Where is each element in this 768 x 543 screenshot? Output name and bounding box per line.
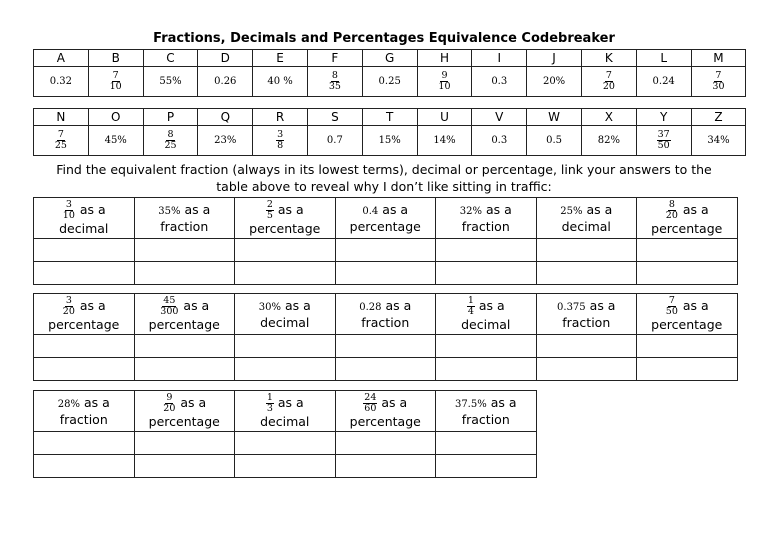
question-cell bbox=[34, 391, 135, 432]
question-target: percentage bbox=[349, 414, 421, 429]
question-suffix: as a bbox=[184, 202, 211, 217]
fraction-denominator: 10 bbox=[438, 81, 451, 92]
fraction bbox=[159, 296, 179, 317]
code-table-n-to-z bbox=[33, 108, 746, 156]
question-suffix: as a bbox=[589, 298, 616, 313]
question-target: fraction bbox=[59, 412, 108, 427]
answer-cell[interactable] bbox=[536, 262, 637, 285]
question-suffix: as a bbox=[478, 298, 505, 313]
answer-cell[interactable] bbox=[637, 358, 738, 381]
answer-cell[interactable] bbox=[335, 432, 436, 455]
code-letter: L bbox=[636, 50, 691, 67]
question-target: decimal bbox=[59, 221, 109, 236]
fraction-numerator: 7 bbox=[605, 70, 612, 81]
question-row bbox=[34, 198, 738, 239]
question-cell bbox=[335, 198, 436, 239]
fraction-denominator: 30 bbox=[712, 81, 725, 92]
fraction-numerator: 9 bbox=[166, 392, 173, 403]
answer-cell[interactable] bbox=[335, 455, 436, 478]
question-target: decimal bbox=[461, 317, 511, 332]
code-value: 0.5 bbox=[527, 126, 582, 156]
question-target: percentage bbox=[148, 317, 220, 332]
code-letter: E bbox=[253, 50, 308, 67]
fraction-numerator: 7 bbox=[57, 129, 64, 140]
code-letter: V bbox=[472, 109, 527, 126]
answer-cell[interactable] bbox=[34, 239, 135, 262]
question-target: percentage bbox=[148, 414, 220, 429]
fraction-denominator: 25 bbox=[54, 140, 67, 151]
question-given bbox=[135, 296, 235, 317]
fraction-denominator: 35 bbox=[328, 81, 341, 92]
code-letter: P bbox=[143, 109, 198, 126]
answer-cell[interactable] bbox=[134, 335, 235, 358]
fraction-denominator: 4 bbox=[467, 306, 474, 317]
question-suffix: as a bbox=[79, 298, 106, 313]
question-cell bbox=[436, 391, 537, 432]
question-given bbox=[135, 393, 235, 414]
code-value: 0.24 bbox=[636, 67, 691, 97]
code-value: 20% bbox=[527, 67, 582, 97]
fraction-numerator: 1 bbox=[467, 295, 474, 306]
question-cell bbox=[235, 198, 336, 239]
question-target: fraction bbox=[461, 412, 510, 427]
answer-cell[interactable] bbox=[134, 432, 235, 455]
code-letter: T bbox=[362, 109, 417, 126]
fraction-denominator: 50 bbox=[657, 140, 670, 151]
answer-cell[interactable] bbox=[134, 358, 235, 381]
code-value: 0.7 bbox=[307, 126, 362, 156]
code-value bbox=[143, 126, 198, 156]
fraction-numerator: 3 bbox=[65, 199, 72, 210]
code-letter: Z bbox=[691, 109, 746, 126]
answer-cell[interactable] bbox=[235, 358, 336, 381]
code-letter: F bbox=[307, 50, 362, 67]
code-letter: K bbox=[581, 50, 636, 67]
answer-cell[interactable] bbox=[235, 262, 336, 285]
question-suffix: as a bbox=[485, 202, 512, 217]
fraction bbox=[276, 130, 284, 151]
question-given bbox=[637, 296, 737, 317]
code-value bbox=[417, 67, 472, 97]
question-suffix: as a bbox=[682, 202, 709, 217]
fraction-denominator: 50 bbox=[665, 306, 678, 317]
page-title: Fractions, Decimals and Percentages Equivalence Codebreaker bbox=[153, 31, 615, 46]
question-table-3 bbox=[33, 390, 537, 478]
code-value: 23% bbox=[198, 126, 253, 156]
answer-cell[interactable] bbox=[335, 262, 436, 285]
code-value: 15% bbox=[362, 126, 417, 156]
question-suffix: as a bbox=[381, 395, 408, 410]
fraction-denominator: 20 bbox=[62, 306, 75, 317]
question-table-2 bbox=[33, 293, 738, 381]
code-table-a-to-m bbox=[33, 49, 746, 97]
question-suffix: as a bbox=[385, 298, 412, 313]
question-target: percentage bbox=[249, 221, 321, 236]
fraction-denominator: 60 bbox=[364, 403, 377, 414]
fraction-numerator: 7 bbox=[112, 70, 119, 81]
code-value: 34% bbox=[691, 126, 746, 156]
fraction bbox=[163, 130, 177, 151]
question-suffix: as a bbox=[586, 202, 613, 217]
fraction bbox=[62, 296, 76, 317]
question-suffix: as a bbox=[682, 298, 709, 313]
fraction-numerator: 3 bbox=[277, 129, 284, 140]
question-target: percentage bbox=[651, 317, 723, 332]
code-letter: Y bbox=[636, 109, 691, 126]
answer-cell[interactable] bbox=[34, 358, 135, 381]
answer-cell[interactable] bbox=[637, 239, 738, 262]
question-given bbox=[436, 202, 536, 219]
question-given bbox=[436, 296, 536, 317]
question-cell bbox=[436, 294, 537, 335]
fraction bbox=[363, 393, 377, 414]
fraction-denominator: 3 bbox=[266, 403, 273, 414]
question-suffix: as a bbox=[83, 395, 110, 410]
question-cell bbox=[335, 294, 436, 335]
fraction-denominator: 10 bbox=[109, 81, 122, 92]
question-given bbox=[235, 393, 335, 414]
fraction-denominator: 20 bbox=[665, 210, 678, 221]
question-value: 32% bbox=[459, 206, 482, 217]
question-target: decimal bbox=[561, 219, 611, 234]
code-value: 0.3 bbox=[472, 67, 527, 97]
question-row bbox=[34, 391, 537, 432]
code-letter: N bbox=[34, 109, 89, 126]
question-target: fraction bbox=[562, 315, 611, 330]
code-letter: A bbox=[34, 50, 89, 67]
answer-cell[interactable] bbox=[436, 335, 537, 358]
question-given bbox=[235, 200, 335, 221]
answer-cell[interactable] bbox=[34, 262, 135, 285]
question-given bbox=[336, 202, 436, 219]
question-suffix: as a bbox=[284, 298, 311, 313]
answer-row bbox=[34, 335, 738, 358]
code-letter: U bbox=[417, 109, 472, 126]
fraction-numerator: 9 bbox=[441, 70, 448, 81]
question-target: percentage bbox=[651, 221, 723, 236]
fraction-numerator: 3 bbox=[65, 295, 72, 306]
answer-cell[interactable] bbox=[335, 335, 436, 358]
code-value bbox=[581, 67, 636, 97]
fraction-numerator: 37 bbox=[657, 129, 670, 140]
answer-cell[interactable] bbox=[335, 239, 436, 262]
question-cell bbox=[536, 198, 637, 239]
fraction-denominator: 8 bbox=[277, 140, 284, 151]
code-value: 40 % bbox=[253, 67, 308, 97]
question-value: 37.5% bbox=[454, 399, 487, 410]
answer-cell[interactable] bbox=[536, 239, 637, 262]
answer-cell[interactable] bbox=[134, 455, 235, 478]
answer-cell[interactable] bbox=[436, 239, 537, 262]
question-cell bbox=[134, 198, 235, 239]
code-value bbox=[691, 67, 746, 97]
question-suffix: as a bbox=[277, 395, 304, 410]
fraction-numerator: 1 bbox=[266, 392, 273, 403]
question-given bbox=[235, 298, 335, 315]
answer-cell[interactable] bbox=[436, 262, 537, 285]
code-letter: S bbox=[307, 109, 362, 126]
code-value: 0.25 bbox=[362, 67, 417, 97]
question-value: 35% bbox=[158, 206, 181, 217]
code-value bbox=[307, 67, 362, 97]
answer-cell[interactable] bbox=[235, 335, 336, 358]
fraction bbox=[62, 200, 76, 221]
fraction-numerator: 7 bbox=[715, 70, 722, 81]
answer-row bbox=[34, 358, 738, 381]
code-letter: R bbox=[253, 109, 308, 126]
answer-cell[interactable] bbox=[134, 262, 235, 285]
question-value: 30% bbox=[258, 302, 281, 313]
code-value bbox=[636, 126, 691, 156]
question-cell bbox=[335, 391, 436, 432]
question-given bbox=[537, 298, 637, 315]
question-cell bbox=[134, 294, 235, 335]
question-suffix: as a bbox=[382, 202, 409, 217]
question-value: 0.375 bbox=[557, 302, 586, 313]
answer-cell[interactable] bbox=[637, 335, 738, 358]
question-target: fraction bbox=[461, 219, 510, 234]
fraction-denominator: 5 bbox=[266, 210, 273, 221]
question-given bbox=[436, 395, 536, 412]
question-given bbox=[537, 202, 637, 219]
code-value: 0.32 bbox=[34, 67, 89, 97]
answer-row bbox=[34, 432, 537, 455]
answer-row bbox=[34, 262, 738, 285]
code-letter: M bbox=[691, 50, 746, 67]
fraction-numerator: 2 bbox=[266, 199, 273, 210]
code-value bbox=[88, 67, 143, 97]
answer-row bbox=[34, 239, 738, 262]
answer-cell[interactable] bbox=[134, 239, 235, 262]
fraction bbox=[657, 130, 671, 151]
code-letter: C bbox=[143, 50, 198, 67]
fraction-denominator: 20 bbox=[163, 403, 176, 414]
answer-row bbox=[34, 455, 537, 478]
fraction bbox=[109, 71, 123, 92]
code-value bbox=[34, 126, 89, 156]
fraction-numerator: 8 bbox=[331, 70, 338, 81]
question-value: 0.28 bbox=[359, 302, 382, 313]
question-cell bbox=[235, 294, 336, 335]
question-given bbox=[34, 296, 134, 317]
question-target: percentage bbox=[48, 317, 120, 332]
question-suffix: as a bbox=[79, 202, 106, 217]
question-given bbox=[637, 200, 737, 221]
fraction bbox=[328, 71, 342, 92]
question-table-1 bbox=[33, 197, 738, 285]
question-target: decimal bbox=[260, 414, 310, 429]
fraction-denominator: 10 bbox=[62, 210, 75, 221]
fraction bbox=[711, 71, 725, 92]
question-suffix: as a bbox=[180, 395, 207, 410]
code-letter: B bbox=[88, 50, 143, 67]
question-target: fraction bbox=[160, 219, 209, 234]
answer-cell[interactable] bbox=[235, 455, 336, 478]
question-given bbox=[34, 395, 134, 412]
fraction-denominator: 300 bbox=[160, 306, 179, 317]
fraction-denominator: 20 bbox=[602, 81, 615, 92]
question-given bbox=[34, 200, 134, 221]
fraction bbox=[602, 71, 616, 92]
code-letter: J bbox=[527, 50, 582, 67]
answer-cell[interactable] bbox=[34, 455, 135, 478]
question-target: percentage bbox=[349, 219, 421, 234]
question-given bbox=[336, 298, 436, 315]
question-given bbox=[336, 393, 436, 414]
answer-cell[interactable] bbox=[536, 335, 637, 358]
answer-cell[interactable] bbox=[637, 262, 738, 285]
code-letter: G bbox=[362, 50, 417, 67]
fraction-numerator: 24 bbox=[364, 392, 377, 403]
answer-cell[interactable] bbox=[536, 358, 637, 381]
fraction-denominator: 25 bbox=[164, 140, 177, 151]
fraction-numerator: 8 bbox=[668, 199, 675, 210]
question-suffix: as a bbox=[490, 395, 517, 410]
question-given bbox=[135, 202, 235, 219]
fraction bbox=[266, 393, 274, 414]
question-suffix: as a bbox=[277, 202, 304, 217]
fraction bbox=[266, 200, 274, 221]
code-letter: I bbox=[472, 50, 527, 67]
fraction bbox=[665, 200, 679, 221]
question-cell bbox=[34, 198, 135, 239]
fraction bbox=[54, 130, 68, 151]
answer-cell[interactable] bbox=[34, 335, 135, 358]
fraction bbox=[665, 296, 679, 317]
question-target: fraction bbox=[361, 315, 410, 330]
answer-cell[interactable] bbox=[436, 432, 537, 455]
fraction bbox=[467, 296, 475, 317]
question-cell bbox=[637, 294, 738, 335]
code-value: 0.26 bbox=[198, 67, 253, 97]
fraction bbox=[437, 71, 451, 92]
question-cell bbox=[134, 391, 235, 432]
question-value: 28% bbox=[57, 399, 80, 410]
question-cell bbox=[536, 294, 637, 335]
question-target: decimal bbox=[260, 315, 310, 330]
question-value: 0.4 bbox=[362, 206, 379, 217]
question-cell bbox=[637, 198, 738, 239]
fraction-numerator: 45 bbox=[163, 295, 176, 306]
code-value: 45% bbox=[88, 126, 143, 156]
code-letter: D bbox=[198, 50, 253, 67]
code-letter: O bbox=[88, 109, 143, 126]
question-cell bbox=[436, 198, 537, 239]
code-letter: W bbox=[527, 109, 582, 126]
code-letter: H bbox=[417, 50, 472, 67]
question-suffix: as a bbox=[183, 298, 210, 313]
code-value: 14% bbox=[417, 126, 472, 156]
fraction-numerator: 8 bbox=[167, 129, 174, 140]
answer-cell[interactable] bbox=[436, 455, 537, 478]
question-cell bbox=[34, 294, 135, 335]
question-value: 25% bbox=[560, 206, 583, 217]
answer-cell[interactable] bbox=[335, 358, 436, 381]
fraction-numerator: 7 bbox=[668, 295, 675, 306]
code-letter: X bbox=[581, 109, 636, 126]
code-value: 82% bbox=[581, 126, 636, 156]
answer-cell[interactable] bbox=[436, 358, 537, 381]
question-row bbox=[34, 294, 738, 335]
code-value: 0.3̇ bbox=[472, 126, 527, 156]
code-letter: Q bbox=[198, 109, 253, 126]
answer-cell[interactable] bbox=[235, 432, 336, 455]
answer-cell[interactable] bbox=[235, 239, 336, 262]
instructions: Find the equivalent fraction (always in its lowest terms), decimal or percentage, link your answers to the table above to reveal why I don’t like sitting in traffic: bbox=[56, 162, 712, 194]
code-value: 55% bbox=[143, 67, 198, 97]
question-cell bbox=[235, 391, 336, 432]
answer-cell[interactable] bbox=[34, 432, 135, 455]
fraction bbox=[162, 393, 176, 414]
code-value bbox=[253, 126, 308, 156]
